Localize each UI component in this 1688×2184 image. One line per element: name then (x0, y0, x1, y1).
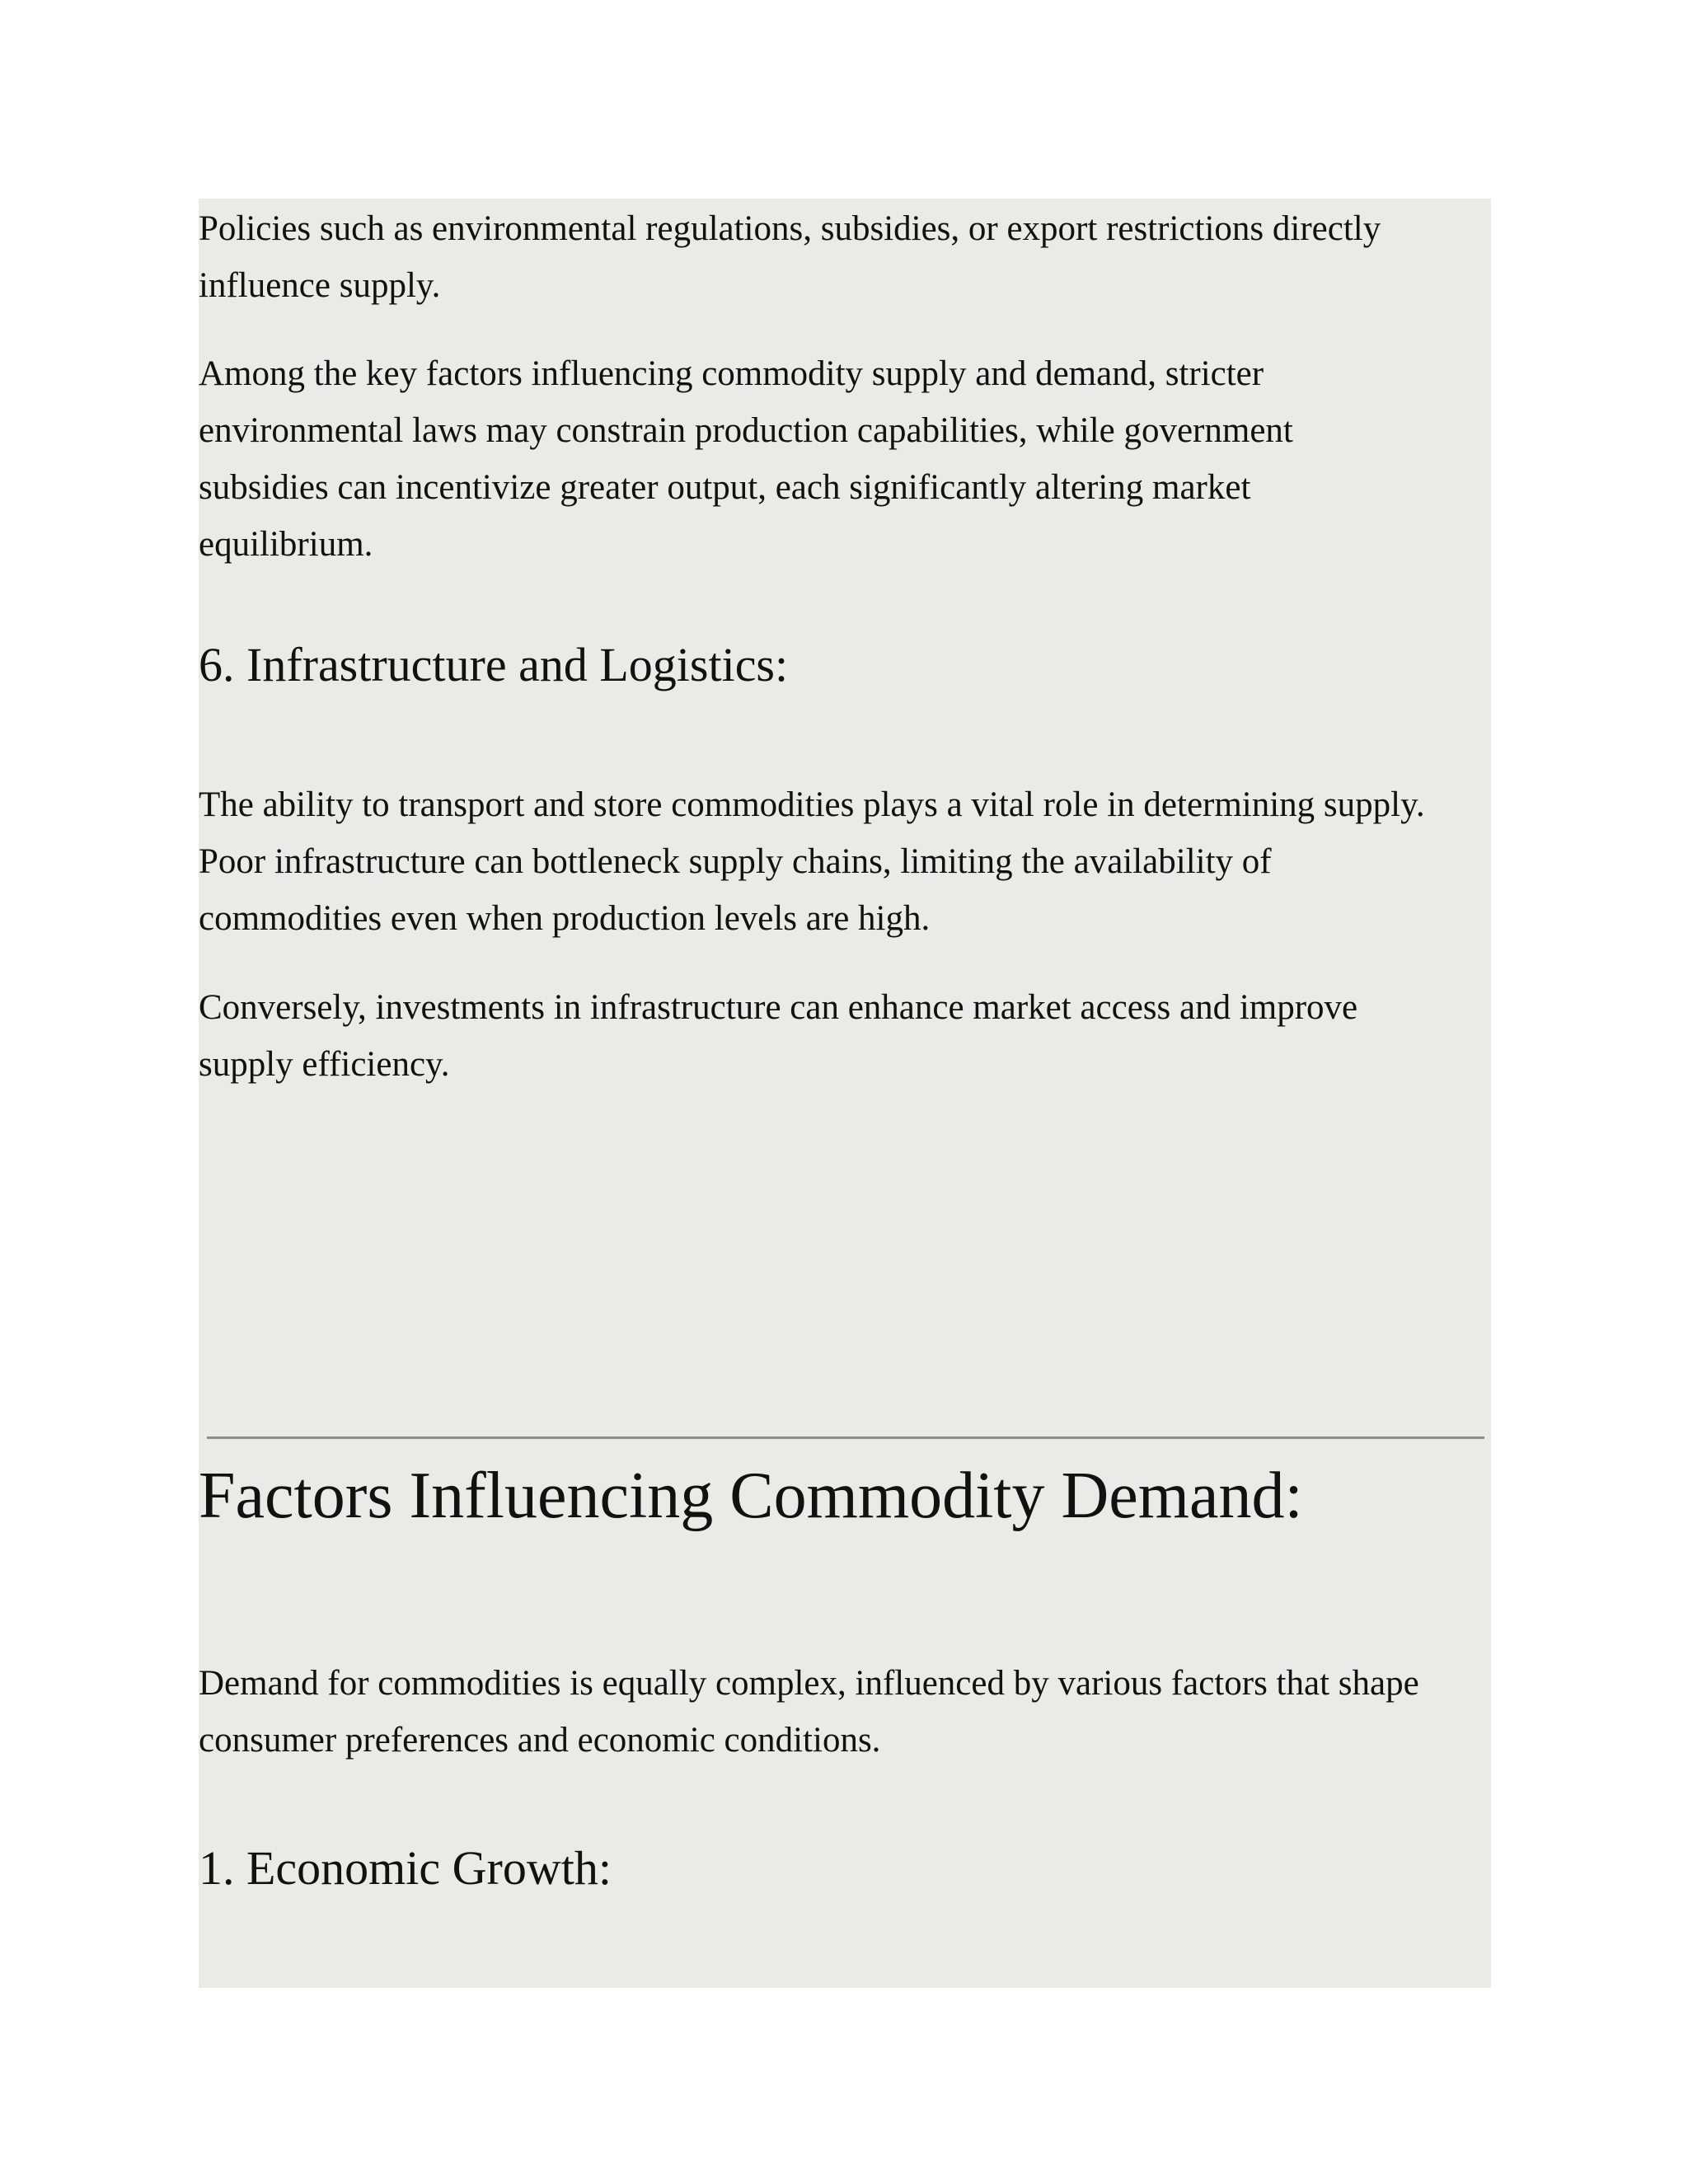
paragraph-transport-store (199, 776, 1491, 947)
text-line: Poor infrastructure can bottleneck supply chains, limiting the availability of (199, 842, 1272, 881)
text-line: Conversely, investments in infrastructure can enhance market access and improve (199, 988, 1358, 1027)
paragraph-demand-complex (199, 1655, 1491, 1769)
paragraph-key-factors (199, 345, 1491, 573)
text-line: subsidies can incentivize greater output, each significantly altering market (199, 468, 1251, 507)
text-line: Policies such as environmental regulations, subsidies, or export restrictions directly (199, 209, 1381, 248)
heading-economic-growth: 1. Economic Growth: (199, 1841, 612, 1895)
text-line: environmental laws may constrain production capabilities, while government (199, 411, 1293, 450)
text-line: The ability to transport and store commodities plays a vital role in determining supply. (199, 785, 1425, 824)
paragraph-investments (199, 979, 1491, 1093)
text-line: commodities even when production levels are high. (199, 899, 931, 938)
document-page (199, 199, 1491, 1988)
paragraph-policies (199, 200, 1491, 314)
text-line: equilibrium. (199, 525, 373, 564)
text-line: supply efficiency. (199, 1045, 450, 1084)
heading-commodity-demand: Factors Influencing Commodity Demand: (199, 1460, 1303, 1532)
horizontal-divider (207, 1436, 1484, 1439)
text-line: Demand for commodities is equally complex, influenced by various factors that shape (199, 1664, 1419, 1703)
text-line: Among the key factors influencing commodity supply and demand, stricter (199, 354, 1264, 393)
text-line: influence supply. (199, 266, 441, 305)
text-line: consumer preferences and economic conditions. (199, 1721, 881, 1760)
heading-infrastructure-logistics: 6. Infrastructure and Logistics: (199, 638, 789, 691)
